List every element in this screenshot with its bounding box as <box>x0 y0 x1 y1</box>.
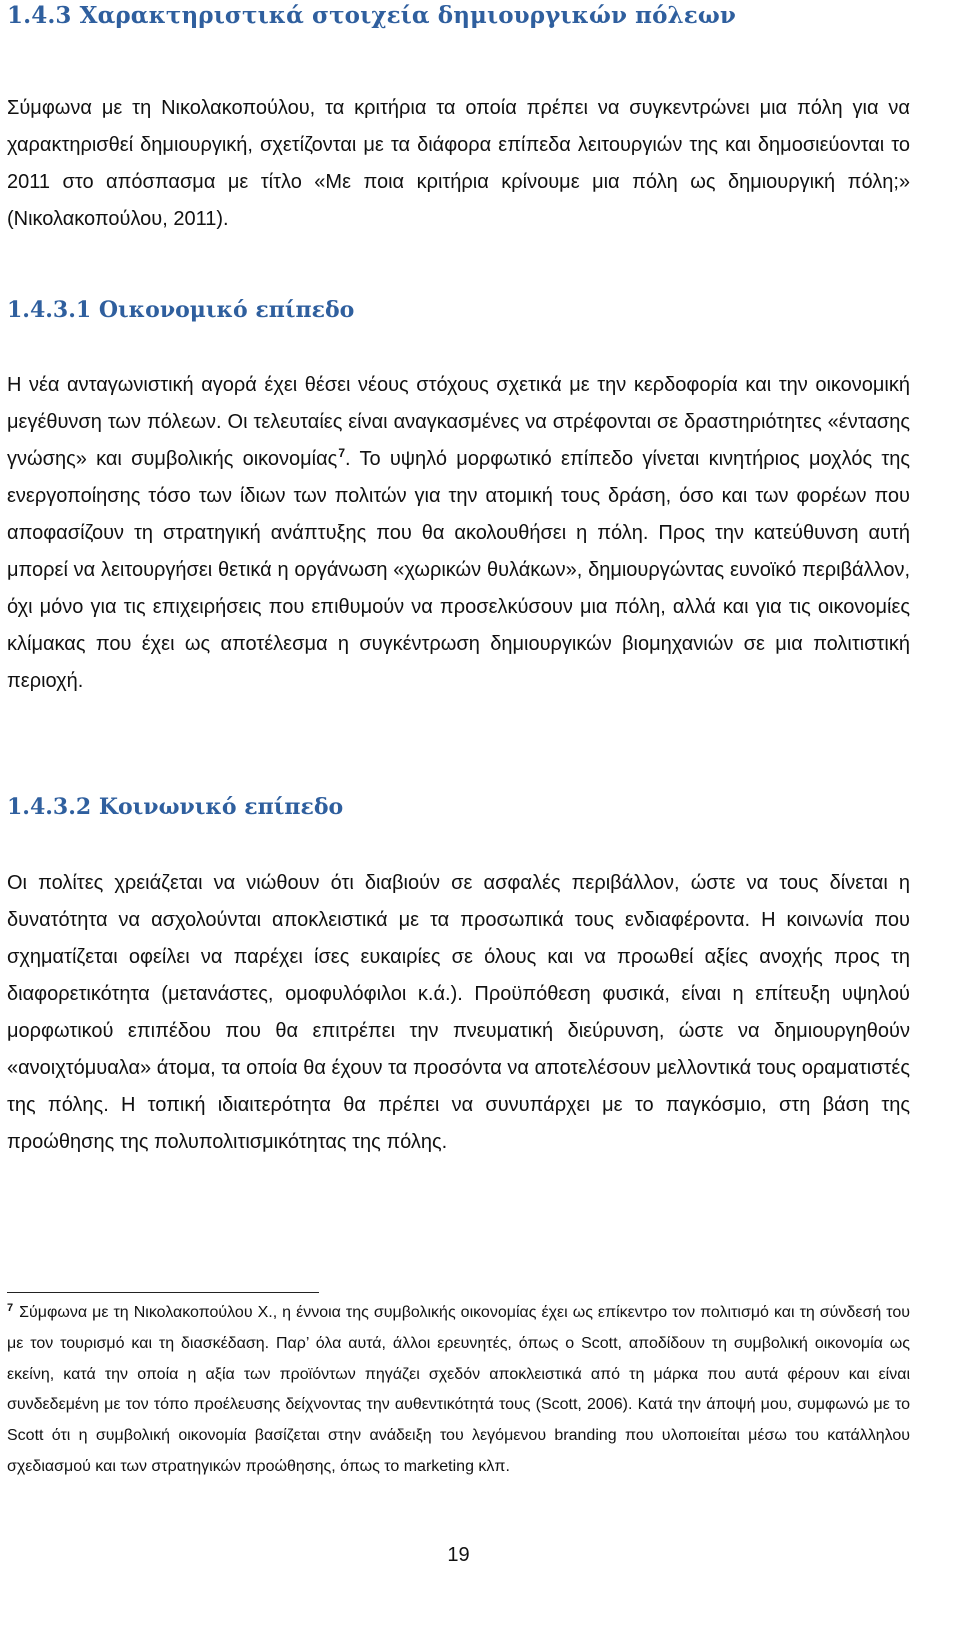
section-heading-main: 1.4.3 Χαρακτηριστικά στοιχεία δημιουργικών πόλεων <box>7 2 736 29</box>
footnote-number: 7 <box>7 1301 14 1314</box>
social-paragraph: Οι πολίτες χρειάζεται να νιώθουν ότι διαβιούν σε ασφαλές περιβάλλον, ώστε να τους δίνεται η δυνατότητα να ασχολούνται αποκλειστικά με τα προσωπικά τους ενδιαφέροντα. Η κοινωνία που σχηματίζεται οφείλει να παρέχει ίσες ευκαιρίες σε όλους και να προωθεί αξίες ανοχής προς τη διαφορετικότητα (μετανάστες, ομοφυλόφιλοι κ.ά.). Προϋπόθεση φυσικά, είναι η επίτευξη υψηλού μορφωτικού επιπέδου που θα επιτρέπει την πνευματική διεύρυνση, ώστε να δημιουργηθούν «ανοιχτόμυαλα» άτομα, τα οποία θα έχουν τα προσόντα να αποτελέσουν μελλοντικά τους οραματιστές της πόλης. Η τοπική ιδιαιτερότητα θα πρέπει να συνυπάρχει με το παγκόσμιο, στη βάση της προώθησης της πολυπολιτισμικότητας της πόλης. <box>7 872 910 1153</box>
footnote-reference-7[interactable]: 7 <box>338 446 346 461</box>
economic-text-part-1: Η νέα ανταγωνιστική αγορά έχει θέσει νέους στόχους σχετικά με την κερδοφορία και την οικονομική μεγέθυνση των πόλεων. Οι τελευταίες είναι αναγκασμένες να στρέφονται σε δραστηριότητες «έντασης γνώσης» και συμβολικής οικονομίας <box>7 374 910 470</box>
economic-paragraph <box>7 367 910 700</box>
subsection-heading-social: 1.4.3.2 Κοινωνικό επίπεδο <box>7 794 344 820</box>
footnote-7 <box>7 1298 910 1483</box>
economic-text-part-2: . Το υψηλό μορφωτικό επίπεδο γίνεται κινητήριος μοχλός της ενεργοποίησης τόσο των ίδιων των πολιτών για την ατομική τους δράση, όσο και των φορέων που αποφασίζουν τη στρατηγική ανάπτυξης που θα ακολουθήσει η πόλη. Προς την κατεύθυνση αυτή μπορεί να λειτουργήσει θετικά η οργάνωση «χωρικών θυλάκων», δημιουργώντας ευνοϊκό περιβάλλον, όχι μόνο για τις επιχειρήσεις που επιθυμούν να προσελκύσουν μια πόλη, αλλά και για τις οικονομίες κλίμακας που έχει ως αποτέλεσμα η συγκέντρωση δημιουργικών βιομηχανιών σε μια πολιτιστική περιοχή. <box>7 448 910 692</box>
document-page <box>7 0 910 1647</box>
intro-paragraph: Σύμφωνα με τη Νικολακοπούλου, τα κριτήρια τα οποία πρέπει να συγκεντρώνει μια πόλη για να χαρακτηρισθεί δημιουργική, σχετίζονται με τα διάφορα επίπεδα λειτουργιών της και δημοσιεύονται το 2011 στο απόσπασμα με τίτλο «Με ποια κριτήρια κρίνουμε μια πόλη ως δημιουργική πόλη;» (Νικολακοπούλου, 2011). <box>7 97 910 230</box>
footnote-text: Σύμφωνα με τη Νικολακοπούλου Χ., η έννοια της συμβολικής οικονομίας έχει ως επίκεντρο τον πολιτισμό και τη σύνδεσή του με τον τουρισμό και τη διασκέδαση. Παρ’ όλα αυτά, άλλοι ερευνητές, όπως ο Scott, αποδίδουν τη συμβολική οικονομία ως εκείνη, κατά την οποία η αξία των προϊόντων πηγάζει σχεδόν αποκλειστικά από τη μάρκα που αυτά φέρουν και είναι συνδεδεμένη με τον τόπο προέλευσης δείχνοντας την αυθεντικότητά τους (Scott, 2006). Κατά την άποψή μου, συμφωνώ με το Scott ότι η συμβολική οικονομία βασίζεται στην ανάδειξη του λεγόμενου branding που υλοποιείται μέσω του κατάλληλου σχεδιασμού και των στρατηγικών προώθησης, όπως το marketing κλπ. <box>7 1304 910 1475</box>
footnote-separator <box>7 1292 319 1293</box>
page-number: 19 <box>447 1544 470 1566</box>
subsection-heading-economic: 1.4.3.1 Οικονομικό επίπεδο <box>7 297 355 323</box>
